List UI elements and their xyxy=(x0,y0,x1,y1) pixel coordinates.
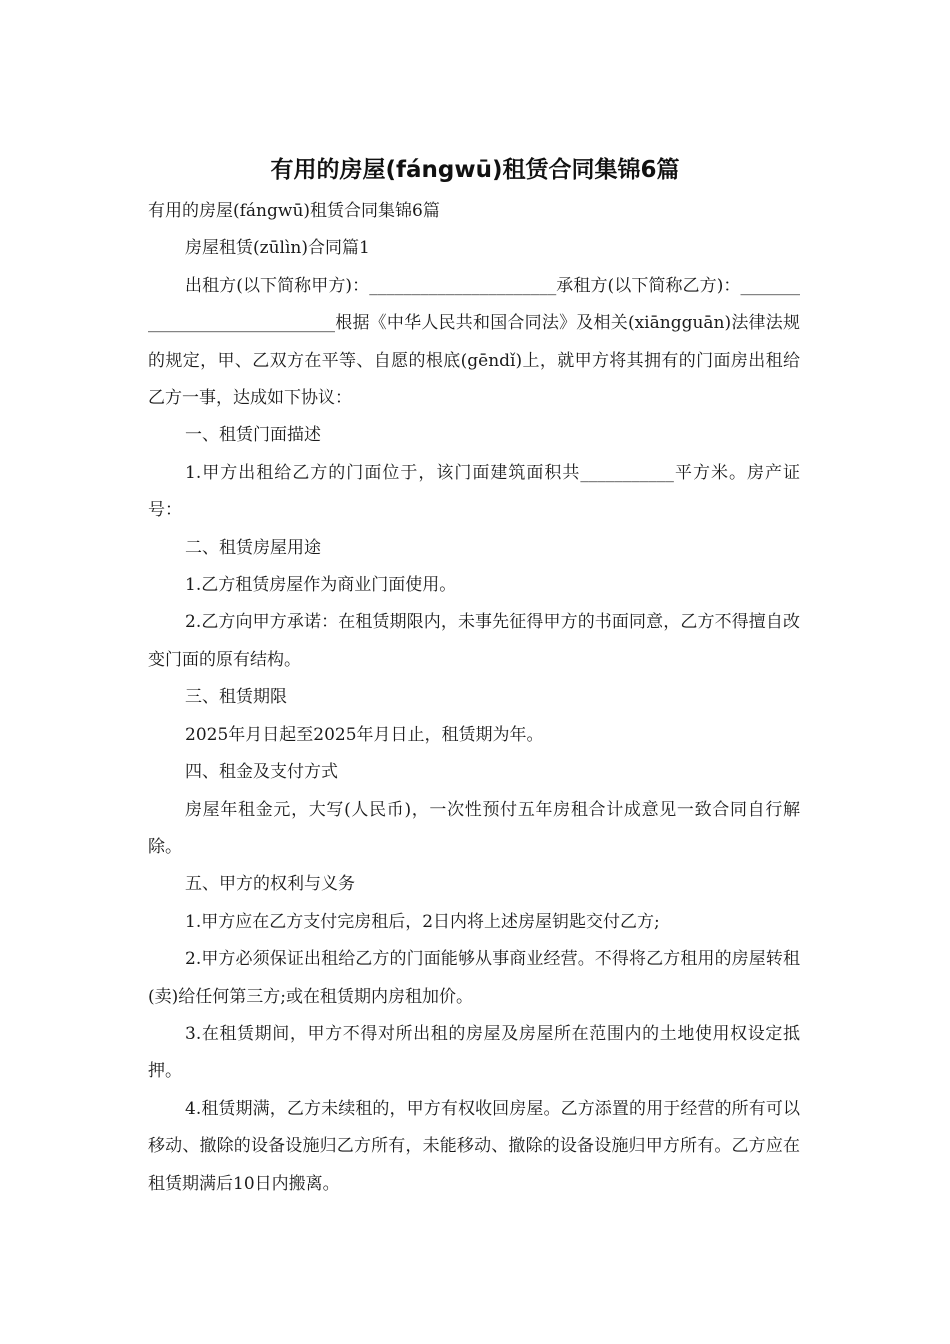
paragraph: 2025年月日起至2025年月日止，租赁期为年。 xyxy=(185,724,544,745)
paragraph: 1.甲方出租给乙方的门面位于，该门面建筑面积共___________平方米。房产证号： xyxy=(148,462,800,521)
paragraph: 三、租赁期限 xyxy=(185,687,287,708)
paragraph: 四、租金及支付方式 xyxy=(185,762,338,783)
paragraph: 一、租赁门面描述 xyxy=(185,425,321,446)
paragraph: 2.乙方向甲方承诺：在租赁期限内，未事先征得甲方的书面同意，乙方不得擅自改变门面的原有结构。 xyxy=(148,612,800,670)
paragraph: 出租方(以下简称甲方)：______________________承租方(以下简称乙方)：_____________________________根据《中华人民共和国合同法》及相关(xiāngguān)法律法规的规定，甲、乙双方在平等、自愿的根底(gēndǐ)上，就甲方将其拥有的门面房出租给乙方一事，达成如下协议： xyxy=(148,275,800,409)
document-body xyxy=(148,193,800,1203)
paragraph: 房屋年租金元，大写(人民币)，一次性预付五年房租合计成意见一致合同自行解除。 xyxy=(148,799,800,857)
paragraph: 有用的房屋(fángwū)租赁合同集锦6篇 xyxy=(148,201,440,221)
paragraph: 2.甲方必须保证出租给乙方的门面能够从事商业经营。不得将乙方租用的房屋转租(卖)给任何第三方;或在租赁期内房租加价。 xyxy=(148,949,800,1007)
paragraph: 二、租赁房屋用途 xyxy=(185,537,321,558)
paragraph: 1.乙方租赁房屋作为商业门面使用。 xyxy=(185,575,457,596)
paragraph: 3.在租赁期间，甲方不得对所出租的房屋及房屋所在范围内的土地使用权设定抵押。 xyxy=(148,1023,800,1082)
paragraph: 五、甲方的权利与义务 xyxy=(185,874,355,895)
paragraph: 1.甲方应在乙方支付完房租后，2日内将上述房屋钥匙交付乙方; xyxy=(185,911,660,932)
paragraph: 4.租赁期满，乙方未续租的，甲方有权收回房屋。乙方添置的用于经营的所有可以移动、撤除的设备设施归乙方所有，未能移动、撤除的设备设施归甲方所有。乙方应在租赁期满后10日内搬离。 xyxy=(148,1098,800,1194)
document-title: 有用的房屋(fángwū)租赁合同集锦6篇 xyxy=(270,157,680,183)
paragraph: 房屋租赁(zūlìn)合同篇1 xyxy=(185,238,370,259)
